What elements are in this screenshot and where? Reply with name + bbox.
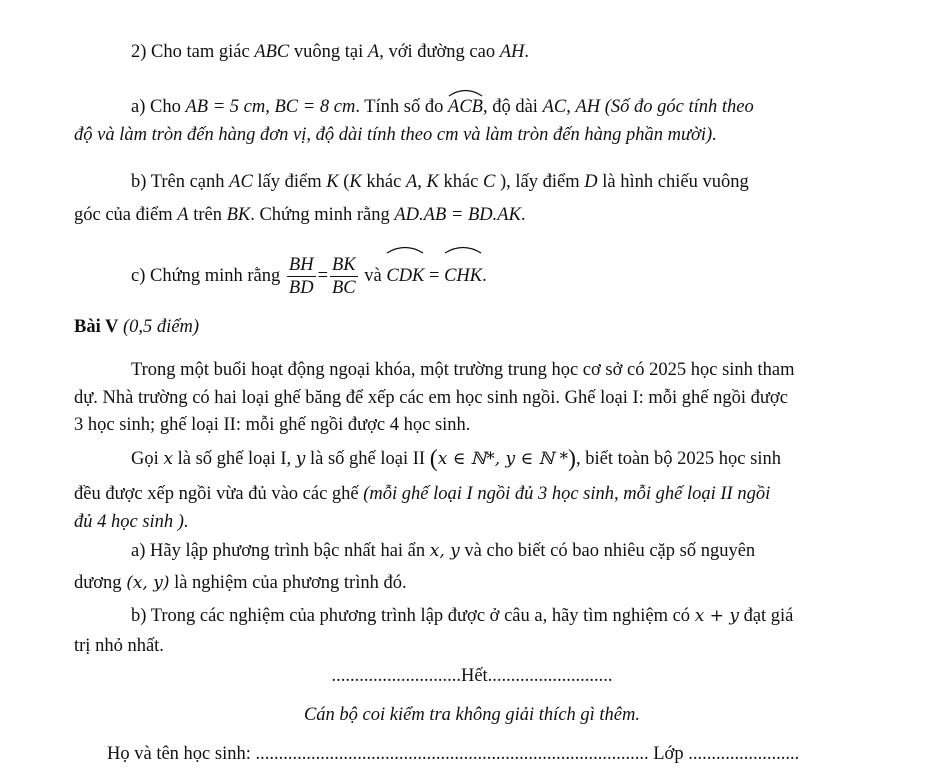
q2a-ah: AH xyxy=(575,97,601,117)
bai5-p1-line3: 3 học sinh; ghế loại II: mỗi ghế ngồi được 4 học sinh. xyxy=(74,415,471,435)
q2b-paren-open: ( xyxy=(338,172,350,192)
bai5-p2-text: Gọi xyxy=(131,449,164,469)
bai5-p2-note: (mỗi ghế loại I ngồi đủ 3 học sinh, mỗi ghế loại II ngồi xyxy=(363,484,771,504)
q2b-a: A xyxy=(405,172,418,192)
q2c-fraction-bh-bd xyxy=(287,254,316,299)
bai5-a-text: a) Hãy lập phương trình bậc nhất hai ẩn xyxy=(131,541,430,561)
q2b-ac: AC xyxy=(229,172,253,192)
q2c-angle1-text: CDK xyxy=(386,266,425,286)
bai5-a-pair: (x, y) xyxy=(126,573,170,593)
q2-title-text-2: vuông tại xyxy=(289,42,368,62)
q2b-bk: BK xyxy=(226,205,251,225)
q2b-text: b) Trên cạnh xyxy=(131,172,230,192)
bai5-a-line2 xyxy=(74,571,407,595)
student-name-label: Họ và tên học sinh: xyxy=(107,744,256,764)
q2a-text-2: , độ dài xyxy=(482,97,543,117)
q2a-ac: AC xyxy=(542,97,567,117)
q2b-khac: khác xyxy=(361,172,406,192)
bai5-a-text-2: và cho biết có bao nhiêu cặp số nguyên xyxy=(459,541,756,561)
bai5-b-line2: trị nhỏ nhất. xyxy=(74,636,164,656)
bai5-a-text-3: dương xyxy=(74,573,127,593)
class-label: Lớp xyxy=(648,744,689,764)
q2b-line1 xyxy=(131,170,749,194)
q2c-angle2-text: CHK xyxy=(444,266,483,286)
bai5-var-x: x xyxy=(163,449,173,469)
q2c-frac1-numerator: BH xyxy=(288,255,314,276)
q2c-angle-chk xyxy=(444,246,482,300)
bai5-paren-close: ) xyxy=(567,446,576,472)
q2-title-end: . xyxy=(524,42,530,62)
bai5-a-text-4: là nghiệm của phương trình đó. xyxy=(169,573,407,593)
bai5-a-line1 xyxy=(131,539,755,563)
q2b-end: . xyxy=(520,205,526,225)
q2b-d: D xyxy=(584,172,598,192)
bai5-var-y: y xyxy=(295,449,306,469)
end-marker xyxy=(0,664,944,688)
q2b-equation: AD.AB = BD.AK xyxy=(394,205,521,225)
q2b-text-3: ), lấy điểm xyxy=(495,172,585,192)
bai5-paren-open: ( xyxy=(429,446,438,472)
q2b-k-2: K xyxy=(349,172,362,192)
q2c-line xyxy=(131,246,487,300)
bai5-p2-line1 xyxy=(131,447,781,471)
bai5-points: (0,5 điểm) xyxy=(118,317,200,337)
q2b-text-4: là hình chiếu vuông xyxy=(597,172,749,192)
q2b-text-6: trên xyxy=(188,205,227,225)
bai5-heading xyxy=(74,315,199,339)
end-text: Hết xyxy=(460,666,488,686)
q2a-angle-text: ACB xyxy=(448,97,483,117)
class-blank: ........................ xyxy=(688,744,800,764)
q2c-equals-2: = xyxy=(424,266,445,286)
q2b-text-2: lấy điểm xyxy=(252,172,327,192)
bai5-p2-text-5: đều được xếp ngồi vừa đủ vào các ghế xyxy=(74,484,364,504)
q2c-frac1-denominator: BD xyxy=(288,278,314,299)
q2-title-text-3: , với đường cao xyxy=(379,42,500,62)
bai5-p2-text-3: là số ghế loại II xyxy=(305,449,430,469)
q2b-text-5: góc của điểm xyxy=(74,205,178,225)
q2-title-text: 2) Cho tam giác xyxy=(131,42,255,62)
q2c-end: . xyxy=(482,266,487,286)
q2c-frac2-denominator: BC xyxy=(332,278,356,299)
bai5-b-line1 xyxy=(131,604,793,628)
q2b-c: C xyxy=(483,172,496,192)
bai5-p2-line3: đủ 4 học sinh ). xyxy=(74,512,189,532)
q2b-k: K xyxy=(326,172,339,192)
q2c-equals: = xyxy=(317,266,328,286)
q2a-given: AB = 5 cm, BC = 8 cm xyxy=(185,97,356,117)
q2c-angle-cdk xyxy=(386,246,424,300)
q2a-line2: độ và làm tròn đến hàng đơn vị, độ dài tính theo cm và làm tròn đến hàng phần mười). xyxy=(74,125,717,145)
q2b-k-3: K xyxy=(426,172,439,192)
bai5-p1-line2: dự. Nhà trường có hai loại ghế băng để xếp các em học sinh ngồi. Ghế loại I: mỗi ghế ngồi được xyxy=(74,388,788,408)
q2b-comma: , xyxy=(417,172,427,192)
bai5-b-sum: x + y xyxy=(694,606,739,626)
bai5-b-text-2: đạt giá xyxy=(738,606,794,626)
bai5-a-vars: x, y xyxy=(429,541,460,561)
q2a-comma: , xyxy=(566,97,576,117)
bai5-p2-line2 xyxy=(74,482,770,506)
q2a-angle-acb xyxy=(448,89,483,119)
q2c-fraction-bk-bc xyxy=(330,254,358,299)
q2b-line2 xyxy=(74,203,526,227)
bai5-p2-text-2: là số ghế loại I, xyxy=(172,449,296,469)
student-info-line xyxy=(107,742,799,766)
q2b-khac-2: khác xyxy=(438,172,484,192)
bai5-p2-text-4: , biết toàn bộ 2025 học sinh xyxy=(575,449,781,469)
proctor-note: Cán bộ coi kiểm tra không giải thích gì thêm. xyxy=(303,705,641,725)
q2a-text: . Tính số đo xyxy=(355,97,449,117)
q2a-note-1: (Số đo góc tính theo xyxy=(600,97,754,117)
bai5-domain: x ∈ ℕ*, y ∈ ℕ * xyxy=(437,449,568,469)
end-dots-right: ........................... xyxy=(487,666,613,686)
q2c-and: và xyxy=(359,266,387,286)
bai5-b-text: b) Trong các nghiệm của phương trình lập được ở câu a, hãy tìm nghiệm có xyxy=(131,606,695,626)
q2c-label: c) Chứng minh rằng xyxy=(131,266,285,286)
bai5-p1-line1: Trong một buổi hoạt động ngoại khóa, một trường trung học cơ sở có 2025 học sinh tham xyxy=(131,360,795,380)
q2a-line1 xyxy=(131,89,754,119)
bai5-title: Bài V xyxy=(74,317,119,337)
q2-triangle-name: ABC xyxy=(254,42,290,62)
student-name-blank: ..................................................................................... xyxy=(255,744,649,764)
q2-title xyxy=(131,40,529,64)
q2a-label: a) Cho xyxy=(131,97,186,117)
q2b-text-7: . Chứng minh rằng xyxy=(250,205,395,225)
end-dots-left: ............................ xyxy=(331,666,461,686)
q2b-a-2: A xyxy=(177,205,189,225)
q2-vertex-a: A xyxy=(367,42,380,62)
q2c-frac2-numerator: BK xyxy=(332,255,356,276)
q2-altitude: AH xyxy=(499,42,525,62)
